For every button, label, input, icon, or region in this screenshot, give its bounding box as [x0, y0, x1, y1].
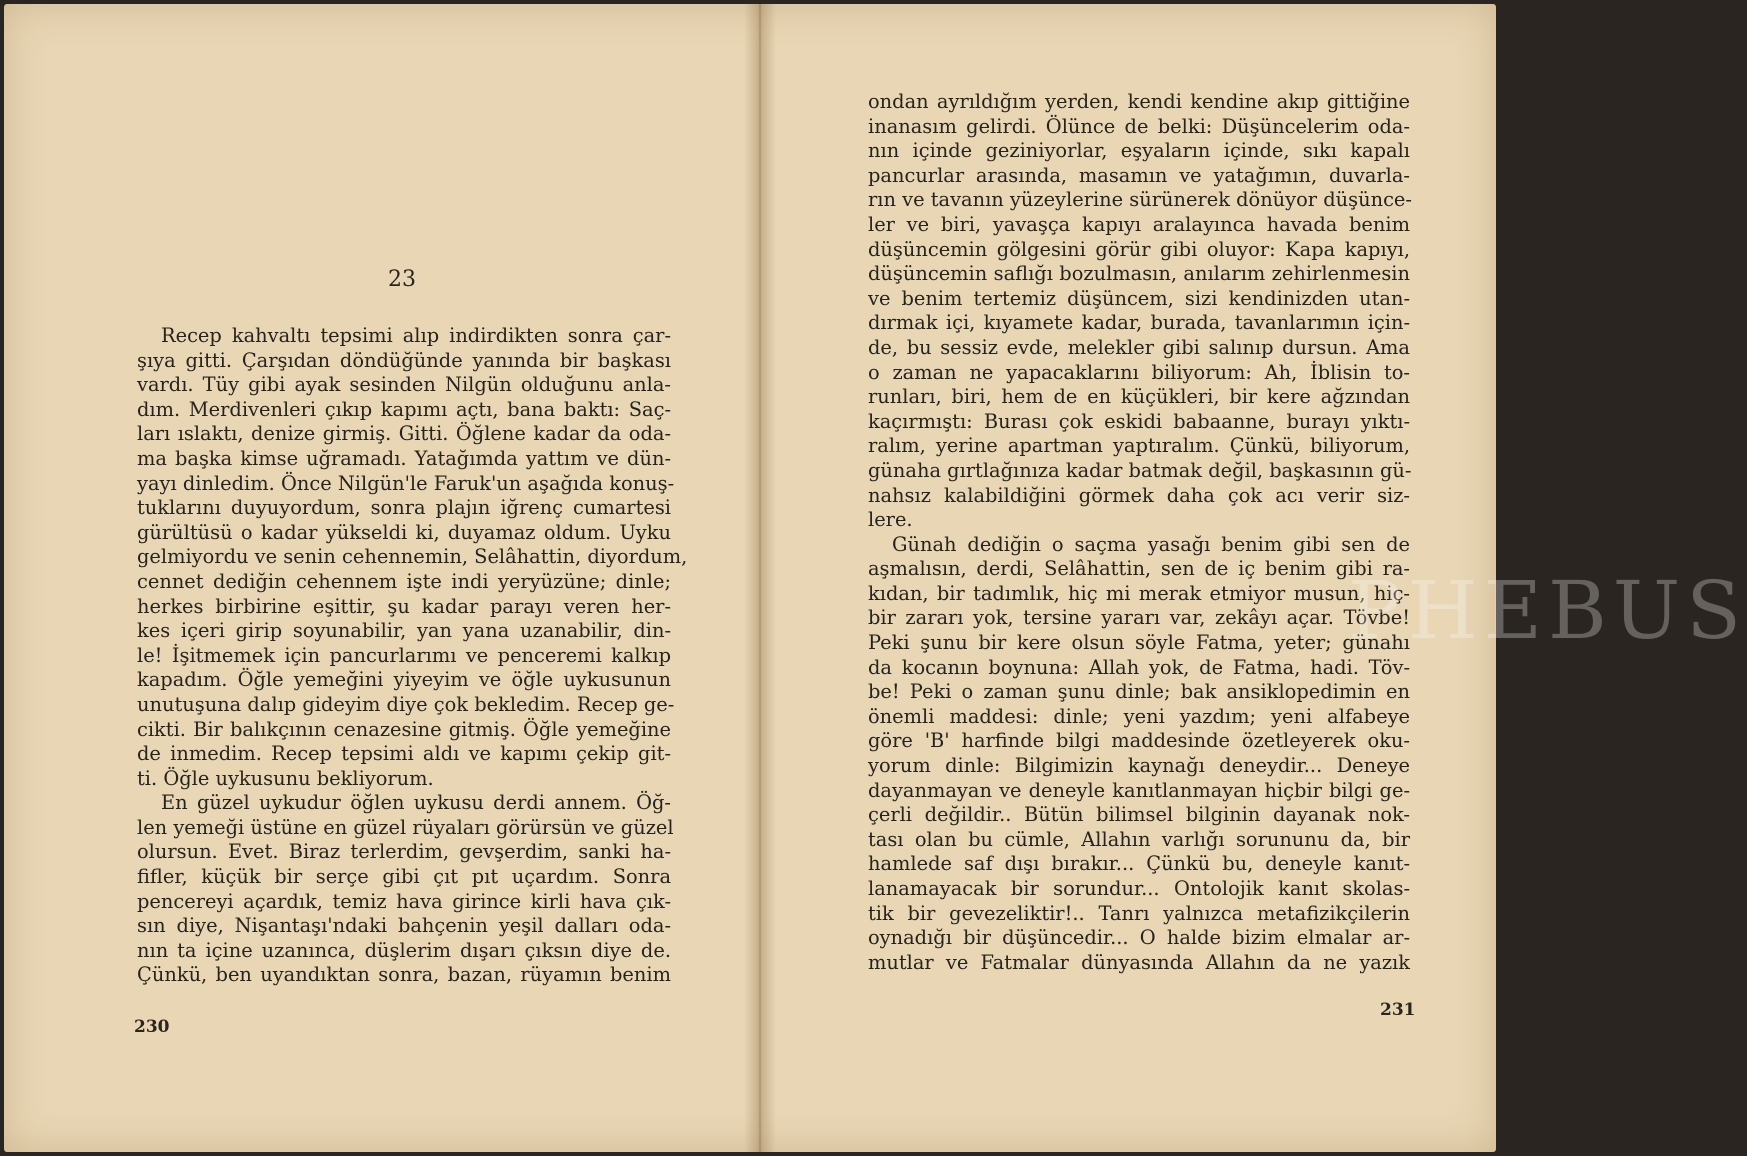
text-line: ler ve biri, yavaşça kapıyı aralayınca havada benim — [868, 212, 1410, 236]
text-line: ti. Öğle uykusunu bekliyorum. — [137, 766, 434, 790]
text-line: be! Peki o zaman şunu dinle; bak ansiklopedimin en — [868, 680, 1410, 704]
text-line: le! İşitmemek için pancurlarımı ve penceremi kalkıp — [137, 643, 671, 667]
text-line: cennet dediğin cehennem işte indi yeryüzüne; dinle; — [137, 569, 671, 593]
text-line: unutuşuna dalıp gideyim diye çok bekledim. Recep ge- — [137, 692, 675, 716]
text-line: olursun. Evet. Biraz terlerdim, gevşerdim, sanki ha- — [137, 840, 671, 864]
text-line: yorum dinle: Bilgimizin kaynağı deneydir... Deneye — [868, 754, 1410, 778]
text-line: En güzel uykudur öğlen uykusu derdi annem. Öğ- — [161, 791, 671, 815]
text-line: sın diye, Nişantaşı'ndaki bahçenin yeşil dalları oda- — [137, 914, 671, 938]
text-line: kapadım. Öğle yemeğini yiyeyim ve öğle uykusunun — [137, 668, 671, 692]
page-number-right: 231 — [1380, 1000, 1416, 1020]
text-line: de, bu sessiz evde, melekler gibi salınıp dursun. Ama — [868, 335, 1410, 359]
text-line: tuklarını duyuyordum, sonra plajın iğrenç cumartesi — [137, 496, 671, 520]
right-page-text — [868, 90, 1410, 975]
paragraph — [868, 90, 1410, 533]
text-line: herkes birbirine eşittir, şu kadar parayı veren her- — [137, 594, 671, 618]
text-line: kaçırmıştı: Burası çok eskidi babaanne, burayı yıktı- — [868, 409, 1410, 433]
text-line: pencereyi açardık, temiz hava girince kirli hava çık- — [137, 889, 671, 913]
page-number-left: 230 — [134, 1017, 170, 1037]
text-line: bir zararı yok, tersine yararı var, zekâyı açar. Tövbe! — [868, 606, 1410, 630]
text-line: nın ta içine uzanınca, düşlerim dışarı çıksın diye de. — [137, 938, 671, 962]
text-line: ma başka kimse uğramadı. Yatağımda yattım ve dün- — [137, 446, 671, 470]
text-line: Recep kahvaltı tepsimi alıp indirdikten sonra çar- — [161, 324, 671, 347]
text-line: inanasım gelirdi. Ölünce de belki: Düşüncelerim oda- — [868, 114, 1410, 138]
text-line: Peki şunu bir kere olsun söyle Fatma, yeter; günahı — [868, 631, 1410, 655]
text-line: gelmiyordu ve senin cehennemin, Selâhattin, diyordum, — [137, 545, 688, 569]
text-line: pancurlar arasında, masamın ve yatağımın, duvarla- — [868, 163, 1410, 187]
text-line: ondan ayrıldığım yerden, kendi kendine akıp gittiğine — [868, 90, 1410, 113]
text-line: günaha gırtlağınıza kadar batmak değil, başkasının gü- — [868, 458, 1412, 482]
text-line: rın ve tavanın yüzeylerine sürünerek dönüyor düşünce- — [868, 188, 1412, 212]
text-line: kes içeri girip soyunabilir, yan yana uzanabilir, din- — [137, 619, 671, 643]
text-line: çerli değildir.. Bütün bilimsel bilginin dayanak nok- — [868, 803, 1410, 827]
text-line: şıya gitti. Çarşıdan döndüğünde yanında bir başkası — [137, 348, 671, 372]
text-line: göre 'B' harfinde bilgi maddesinde özetleyerek oku- — [868, 729, 1410, 753]
text-line: da kocanın boynuna: Allah yok, de Fatma, hadi. Töv- — [868, 655, 1410, 679]
text-line: de inmedim. Recep tepsimi aldı ve kapımı çekip git- — [137, 742, 671, 766]
text-line: cikti. Bir balıkçının cenazesine gitmiş. Öğle yemeğine — [137, 717, 671, 741]
text-line: Çünkü, ben uyandıktan sonra, bazan, rüyamın benim — [137, 963, 671, 987]
text-line: o zaman ne yapacaklarını biliyorum: Ah, İblisin to- — [868, 360, 1410, 384]
left-page — [4, 4, 760, 1152]
text-line: nahsız kalabildiğini görmek daha çok acı verir siz- — [868, 483, 1410, 507]
text-line: gürültüsü o kadar yükseldi ki, duyamaz oldum. Uyku — [137, 520, 671, 544]
text-line: ralım, yerine apartman yaptıralım. Çünkü, biliyorum, — [868, 434, 1410, 458]
chapter-number: 23 — [388, 267, 416, 292]
text-line: tik bir gevezeliktir!.. Tanrı yalnızca metafizikçilerin — [868, 901, 1410, 925]
left-page-text — [137, 324, 688, 988]
text-line: nın içinde geziniyorlar, eşyaların içinde, sıkı kapalı — [868, 139, 1410, 163]
paragraph — [868, 533, 1410, 976]
text-line: düşüncemin saflığı bozulmasın, anılarım zehirlenmesin — [868, 262, 1410, 286]
paragraph — [137, 324, 688, 791]
book-spread — [4, 4, 1747, 1152]
text-line: fifler, küçük bir serçe gibi çıt pıt uçardım. Sonra — [137, 865, 671, 889]
paragraph — [137, 791, 674, 988]
text-line: vardı. Tüy gibi ayak sesinden Nilgün olduğunu anla- — [137, 373, 671, 397]
text-line: kıdan, bir tadımlık, hiç mi merak etmiyor musun, hiç- — [868, 581, 1410, 605]
text-line: önemli maddesi: dinle; yeni yazdım; yeni alfabeye — [868, 704, 1410, 728]
text-line: aşmalısın, derdi, Selâhattin, sen de iç benim gibi ra- — [868, 557, 1410, 581]
text-line: lanamayacak bir sorundur... Ontolojik kanıt skolas- — [868, 877, 1410, 900]
text-line: düşüncemin gölgesini görür gibi oluyor: Kapa kapıyı, — [868, 237, 1410, 261]
text-line: runları, biri, hem de en küçükleri, bir kere ağzından — [868, 385, 1410, 409]
text-line: dım. Merdivenleri çıkıp kapımı açtı, bana baktı: Saç- — [137, 397, 671, 421]
watermark: PHEBUS — [1348, 564, 1747, 657]
text-line: yayı dinledim. Önce Nilgün'le Faruk'un aşağıda konuş- — [137, 471, 675, 495]
text-line: len yemeği üstüne en güzel rüyaları görürsün ve güzel — [137, 815, 674, 839]
text-line: tası olan bu cümle, Allahın varlığı sorununu da, bir — [868, 827, 1410, 851]
text-line: hamlede saf dışı bırakır... Çünkü bu, deneyle kanıt- — [868, 852, 1410, 876]
text-line: oynadığı bir düşüncedir... O halde bizim elmalar ar- — [868, 926, 1410, 950]
text-line: mutlar ve Fatmalar dünyasında Allahın da ne yazık — [868, 950, 1410, 974]
text-line: Günah dediğin o saçma yasağı benim gibi sen de — [892, 532, 1410, 556]
text-line: dırmak içi, kıyamete kadar, burada, tavanlarımın için- — [868, 311, 1410, 335]
text-line: ları ıslaktı, denize girmiş. Gitti. Öğlene kadar da oda- — [137, 422, 671, 446]
text-line: ve benim tertemiz düşüncem, sizi kendinizden utan- — [868, 286, 1410, 310]
text-line: dayanmayan ve deneyle kanıtlanmayan hiçbir bilgi ge- — [868, 778, 1410, 802]
text-line: lere. — [868, 508, 913, 532]
right-page — [760, 4, 1747, 1152]
